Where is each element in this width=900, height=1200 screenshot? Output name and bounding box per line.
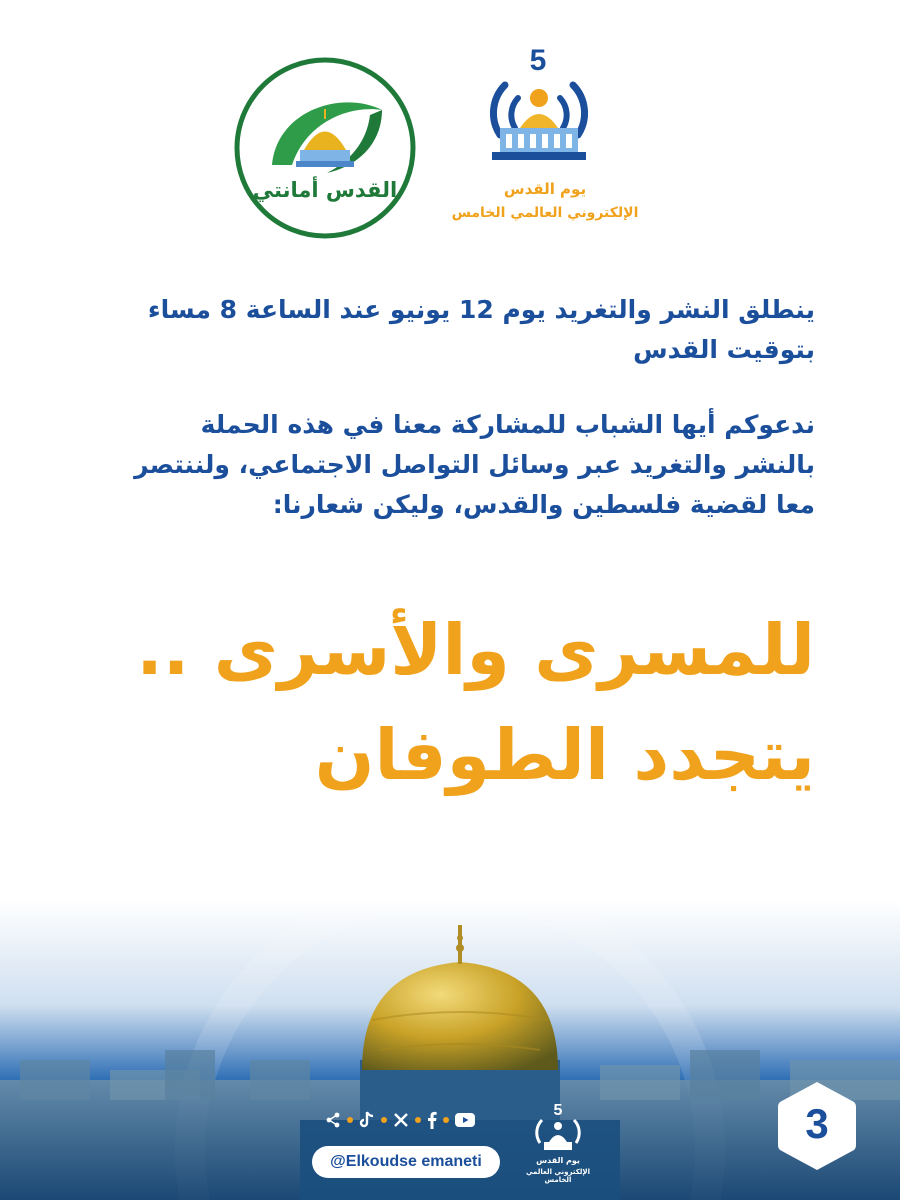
mini-logo-subtitle: الإلكتروني العالمي الخامس [525, 1168, 591, 1184]
yawm-logo-subtitle: الإلكتروني العالمي الخامس [451, 205, 639, 221]
amanati-logo [232, 55, 418, 241]
mini-logo-title: يوم القدس [536, 1156, 580, 1165]
announcement-line-2: بتوقيت القدس [633, 335, 815, 364]
youtube-icon[interactable] [455, 1112, 475, 1128]
page-number-badge [776, 1080, 858, 1172]
tiktok-icon[interactable] [359, 1111, 375, 1129]
social-icons [305, 1107, 495, 1133]
slogan-line-1: للمسرى والأسرى .. [136, 609, 815, 691]
announcement-text [75, 290, 815, 370]
yawm-logo-number: 5 [529, 44, 547, 77]
invitation-line-2: بالنشر والتغريد عبر وسائل التواصل الاجتماعي، ولننتصر [134, 450, 815, 479]
separator-dot [381, 1117, 387, 1123]
share-icon[interactable] [325, 1112, 341, 1128]
amanati-logo-text: القدس أمانتي [252, 178, 398, 202]
social-handle[interactable]: @Elkoudse emaneti [312, 1146, 500, 1178]
yawm-logo-title: يوم القدس [503, 180, 587, 198]
mini-yawm-quds-logo [518, 1098, 598, 1188]
invitation-line-1: ندعوكم أيها الشباب للمشاركة معنا في هذه الحملة [200, 410, 815, 439]
separator-dot [347, 1117, 353, 1123]
separator-dot [443, 1117, 449, 1123]
page-number: 3 [805, 1100, 829, 1147]
x-icon[interactable] [393, 1112, 409, 1128]
separator-dot [415, 1117, 421, 1123]
yawm-quds-logo [430, 40, 660, 240]
mini-logo-number: 5 [553, 1102, 563, 1119]
slogan-line-2: يتجدد الطوفان [314, 714, 815, 796]
announcement-line-1: ينطلق النشر والتغريد يوم 12 يونيو عند الساعة 8 مساء [147, 295, 815, 324]
facebook-icon[interactable] [427, 1111, 437, 1129]
invitation-line-3: معا لقضية فلسطين والقدس، وليكن شعارنا: [272, 490, 815, 519]
invitation-text [75, 405, 815, 525]
